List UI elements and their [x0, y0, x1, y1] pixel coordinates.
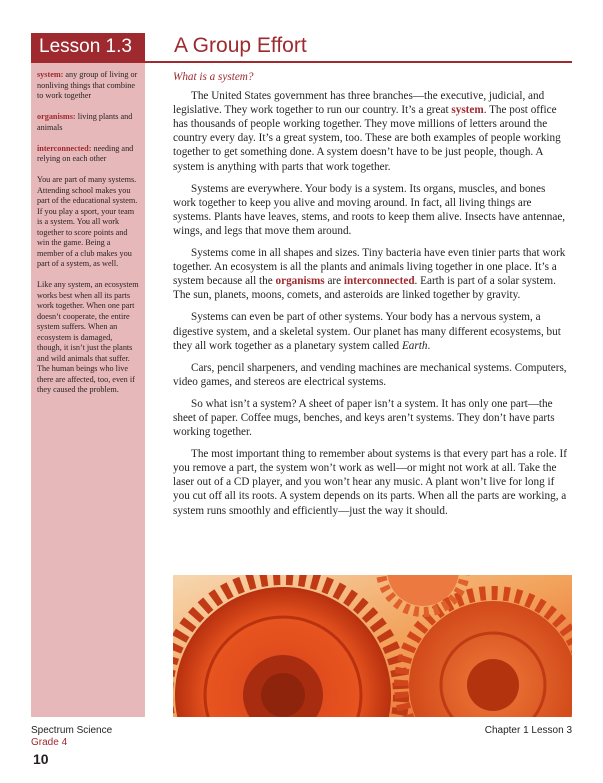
paragraph: [173, 246, 571, 302]
text-run: .: [427, 339, 431, 352]
paragraph: [173, 310, 571, 352]
lesson-label: Lesson 1.3: [31, 33, 145, 61]
text-run: The United States government has three branches—the executive, judicial, and legislative. They work together to run our country. It’s a great: [173, 90, 545, 117]
sidebar-note: Like any system, an ecosystem works best when all its parts work together. When one part doesn’t cooperate, the entire system suffers. When an ecosystem is damaged, though, it isn’t just the plants and wild animals that suffer. The human beings who live there are affected, too, even if they caused the problem.: [37, 280, 139, 394]
text-run: Systems can even be part of other systems. Your body has a nervous system, a digestive system, and a skeletal system. Our planet has many different ecosystems, but they all work together as a planetary system called: [173, 311, 561, 352]
footer-left: [31, 725, 112, 749]
sidebar-note: You are part of many systems. Attending school makes you part of the educational system. If you play a sport, your team is a system. You all work together to score points and win the game. Being a member of a club makes you part of a system, as well.: [37, 175, 138, 268]
book-title: Spectrum Science: [31, 725, 113, 736]
paragraph: The most important thing to remember about systems is that every part has a role. If you remove a part, the system won’t work as well—or might not work at all. Take the laser out of a CD player, and you won’t hear any music. A plant won’t live for long if you cut off all its roots. A system depends on its parts. When all the parts are working, a system runs smoothly and efficiently—just the way it should.: [173, 448, 567, 517]
keyword-organisms: organisms: [275, 275, 325, 288]
definition-text: needing and relying on each other: [37, 143, 134, 163]
definition-term: system:: [37, 70, 64, 79]
text-run: . The post office has thousands of people working together. They move millions of letters around the country every day. It’s a great system, too. These are both examples of people working together to get something done. A system doesn’t have to be just people, though. A system is anything with parts that work together.: [173, 104, 561, 173]
text-run: are: [324, 275, 344, 288]
keyword-system: system: [451, 104, 484, 117]
main-text: [173, 70, 571, 526]
definition-term: organisms:: [37, 112, 76, 121]
section-question: What is a system?: [173, 71, 254, 83]
paragraph: Systems are everywhere. Your body is a system. Its organs, muscles, and bones work together to keep you alive and moving around. In fact, all living things are systems. Plants have leaves, stems, and roots to keep them alive. Insects have antennae, wings, and legs that move them around.: [173, 182, 566, 237]
gears-illustration: [173, 575, 572, 717]
page-number: 10: [33, 751, 49, 767]
chapter-label: Chapter 1 Lesson 3: [484, 725, 572, 736]
definition-text: any group of living or nonliving things that combine to work together: [37, 70, 138, 100]
text-run: Systems come in all shapes and sizes. Tiny bacteria have even tinier parts that work together. An ecosystem is all the plants and animals living together in one place. It’s a system because all the: [173, 247, 566, 288]
definition-system: [37, 70, 139, 102]
definition-text: living plants and animals: [37, 112, 133, 132]
gears-photo: [173, 575, 572, 717]
emphasis-earth: Earth: [401, 339, 428, 352]
text-run: . Earth is part of a solar system. The sun, planets, moons, comets, and asteroids are linked together by gravity.: [173, 275, 556, 302]
definition-organisms: [37, 112, 139, 133]
definition-term: interconnected:: [37, 143, 92, 153]
page-title: A Group Effort: [174, 34, 307, 57]
paragraph: So what isn’t a system? A sheet of paper isn’t a system. It has only one part—the sheet of paper. Coffee mugs, benches, and keys aren’t systems. They don’t have parts working together.: [173, 397, 555, 439]
keyword-interconnected: interconnected: [343, 275, 415, 288]
definition-interconnected: [37, 144, 139, 165]
grade-label: Grade 4: [31, 737, 68, 748]
paragraph: [173, 89, 571, 174]
sidebar: [31, 63, 145, 717]
paragraph: Cars, pencil sharpeners, and vending machines are mechanical systems. Computers, video games, and stereos are electrical systems.: [173, 361, 567, 388]
